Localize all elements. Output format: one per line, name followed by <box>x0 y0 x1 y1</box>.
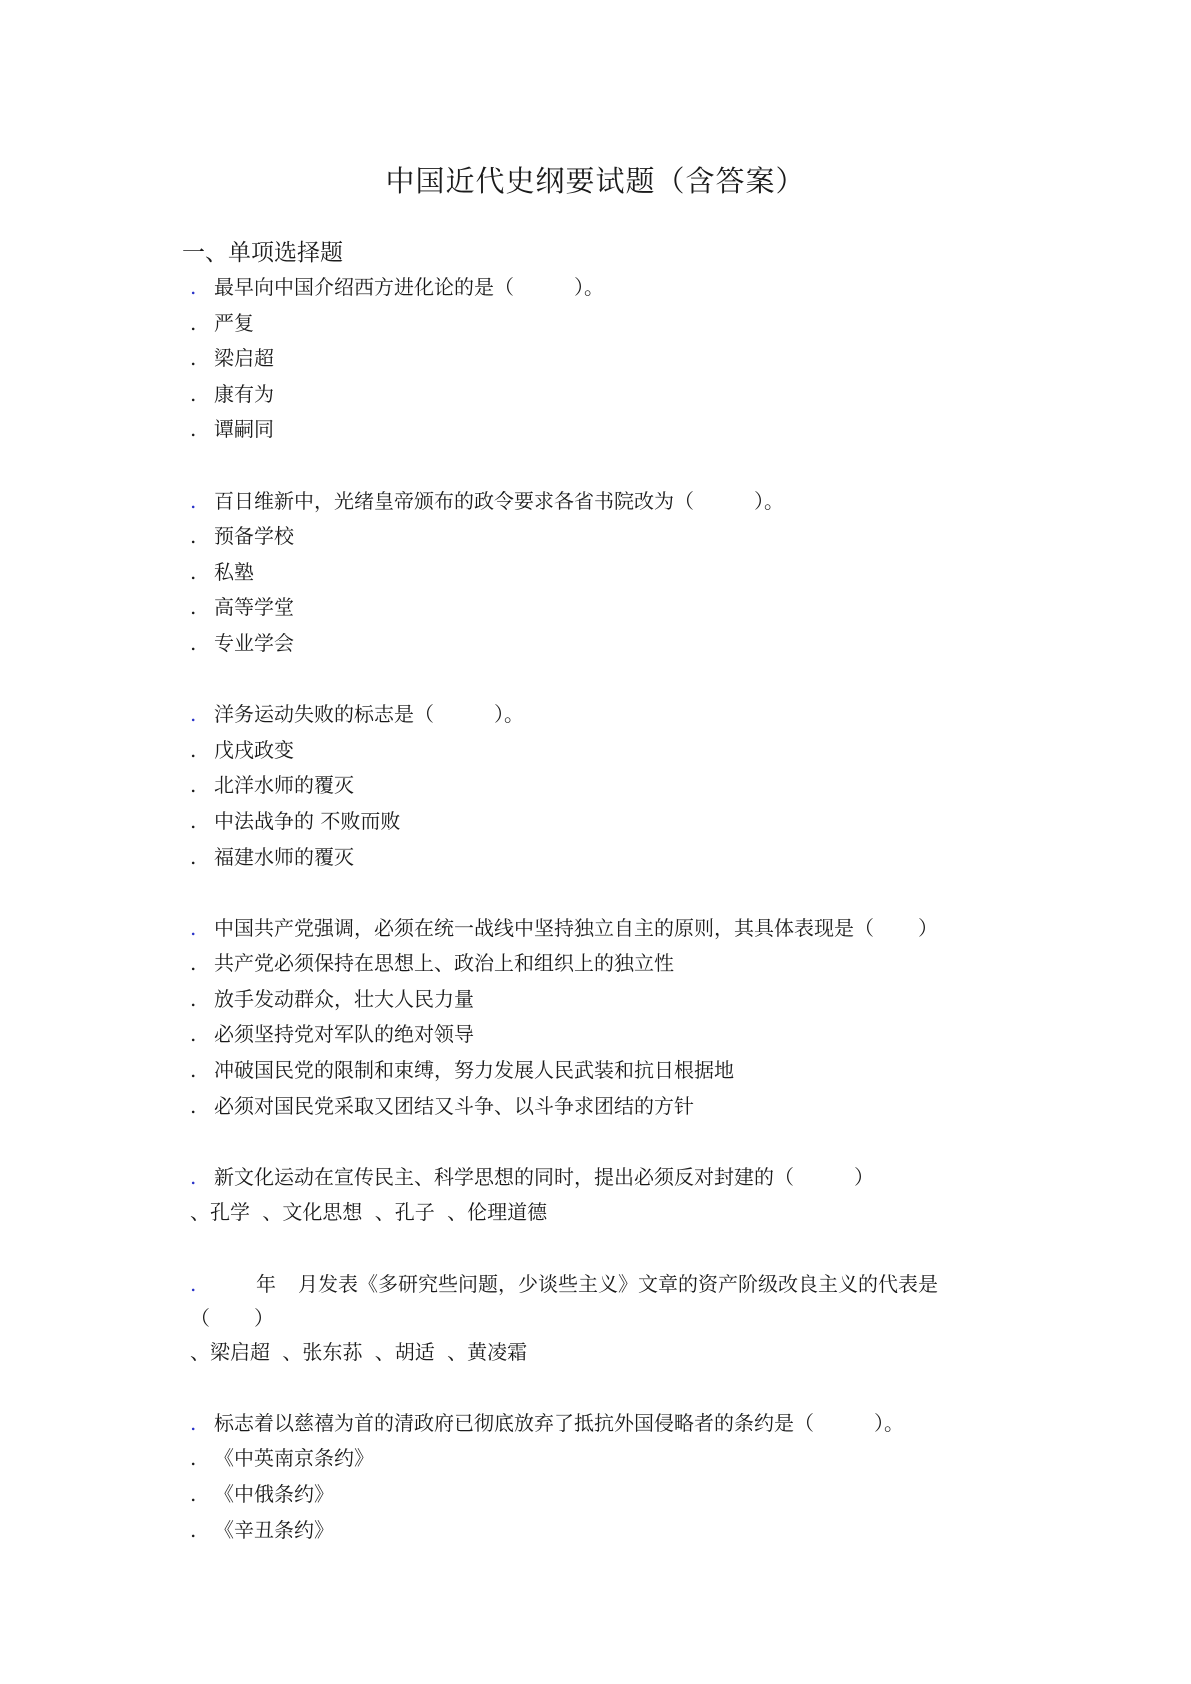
spacer <box>190 875 990 911</box>
inline-option: 、伦理道德 <box>447 1200 548 1225</box>
question-2-option: . 预备学校 <box>190 524 294 549</box>
question-4-option: . 必须对国民党采取又团结又斗争、以斗争求团结的方针 <box>190 1093 694 1118</box>
question-4-option: . 必须坚持党对军队的绝对领导 <box>190 1022 474 1047</box>
question-1-option: . 严复 <box>190 310 254 335</box>
spacer <box>190 448 990 484</box>
question-marker: . <box>190 1410 197 1435</box>
question-4-option: . 冲破国民党的限制和束缚，努力发展人民武装和抗日根据地 <box>190 1058 734 1083</box>
question-1-option: . 谭嗣同 <box>190 417 274 442</box>
question-list <box>190 270 990 1548</box>
inline-option: 、孔子 <box>374 1200 435 1225</box>
question-5-stem: . 新文化运动在宣传民主、科学思想的同时，提出必须反对封建的（ ） <box>190 1160 990 1196</box>
question-3-stem: . 洋务运动失败的标志是（ ）。 <box>190 697 990 733</box>
question-4-option: . 放手发动群众，壮大人民力量 <box>190 986 474 1011</box>
inline-option: 、张东荪 <box>282 1339 363 1364</box>
question-3-option: . 福建水师的覆灭 <box>190 844 354 869</box>
question-6-options <box>190 1335 990 1371</box>
question-3-option: . 北洋水师的覆灭 <box>190 773 354 798</box>
question-1-stem: . 最早向中国介绍西方进化论的是（ ）。 <box>190 270 990 306</box>
question-marker: . <box>190 275 197 299</box>
question-7-option: . 《中英南京条约》 <box>190 1446 374 1471</box>
question-5-options <box>190 1195 990 1231</box>
question-2-option: . 高等学堂 <box>190 595 294 620</box>
question-4-option: . 共产党必须保持在思想上、政治上和组织上的独立性 <box>190 951 674 976</box>
inline-option: 、梁启超 <box>190 1339 270 1364</box>
question-2-option: . 私塾 <box>190 559 254 584</box>
question-2-stem: . 百日维新中，光绪皇帝颁布的政令要求各省书院改为（ ）。 <box>190 484 990 520</box>
question-4-stem: . 中国共产党强调，必须在统一战线中坚持独立自主的原则，其具体表现是（ ） <box>190 911 990 947</box>
question-marker: . <box>190 1164 197 1189</box>
inline-option: 、黄凌霜 <box>447 1339 528 1364</box>
question-1-option: . 梁启超 <box>190 346 274 371</box>
spacer <box>190 662 990 698</box>
question-7-option: . 《中俄条约》 <box>190 1482 334 1506</box>
spacer <box>190 1370 990 1406</box>
section-heading: 一、单项选择题 <box>182 240 343 266</box>
question-marker: . <box>190 702 197 727</box>
inline-option: 、胡适 <box>374 1339 435 1364</box>
document-title: 中国近代史纲要试题（含答案） <box>385 164 806 198</box>
inline-option: 、文化思想 <box>262 1200 363 1225</box>
question-3-option: . 中法战争的 不败而败 <box>190 808 401 833</box>
spacer <box>190 1231 990 1267</box>
question-7-option: . 《辛丑条约》 <box>190 1517 334 1542</box>
question-2-option: . 专业学会 <box>190 630 294 655</box>
question-7-stem: . 标志着以慈禧为首的清政府已彻底放弃了抵抗外国侵略者的条约是（ ）。 <box>190 1406 990 1442</box>
question-1-option: . 康有为 <box>190 381 274 406</box>
question-marker: . <box>190 1271 197 1296</box>
question-marker: . <box>190 915 197 940</box>
inline-option: 、孔学 <box>190 1200 250 1225</box>
question-marker: . <box>190 488 197 513</box>
spacer <box>190 1124 990 1160</box>
question-6-stem: . 年 月发表《多研究些问题，少谈些主义》文章的资产阶级改良主义的代表是 （ ） <box>190 1267 990 1335</box>
question-3-option: . 戊戌政变 <box>190 737 294 762</box>
